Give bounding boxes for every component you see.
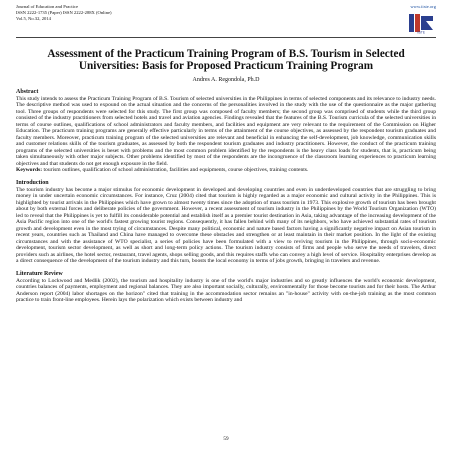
abstract-text: This study intends to assess the Practicum Training Program of B.S. Tourism of selected universities in the Philippines in terms of selected components and its relevance to industry needs. The descriptive method was used to expound on the actual situation and the concerns of the personalities involved in the study with the use of the questionnaire as the major gathering tool. Three groups of respondents were selected for this study. The first group was composed of faculty members; the second group was comprised of students while the third group consisted of the industry practitioners from selected hotels and travel and aviation agencies. Findings revealed that the features of the B.S. Tourism curricula of the selected universities in terms of course outlines, qualifications of school administrators and faculty members, and facilities and equipment are very relevant to the requirement of the Commission on Higher Education. The practicum training programs are generally effective particularly in terms of the attainment of the course objectives, as assessed by the respondent tourism graduates and faculty members. Moreover, practicum training program of the selected universities are relevant and beneficial in enhancing the self-development, job knowledge, communication skills and customer relations skills of the tourism graduates, as assessed by both the respondent tourism graduates and industry practitioners. However, the conduct of the practicum training programs of the selected universities is beset with problems and the most common problem identified by the respondents is the heavy class loads for students, that is, practicum being taken simultaneously with other major subjects. Other problems identified by most of the respondents are the incongruence of the classroom learning experiences to practicum learning objectives and that students do not get enough exposure in the field. (16, 95, 436, 167)
introduction-heading: Introduction (16, 179, 49, 186)
paper-title: Assessment of the Practicum Training Program of B.S. Tourism in Selected Universities: Basis for Proposed Practicum Training Program (47, 48, 405, 73)
header-rule (16, 37, 436, 38)
abstract-heading: Abstract (16, 88, 39, 95)
paper-author: Andres A. Regondola, Ph.D (192, 76, 260, 83)
keywords-text: tourism outlines, qualification of school administration, facilities and equipments, course objectives, training contents. (42, 167, 309, 174)
journal-name: Journal of Education and Practice (16, 4, 78, 9)
introduction-text: The tourism industry has become a major stimulus for economic development in developed and developing countries and even in underdeveloped countries that are struggling to bring money in under uncertain economic circumstances. For instance, Cruz (2004) cited that tourism is highly regarded as a major economic and cultural activity in the Philippines. This is highlighted by tourist arrivals in the Philippines which have grown to almost twenty times since the adoption of mass tourism in 1973. This explosive growth of tourism has been brought about by both external forces and deliberate policies of the government. However, a recent assessment of tourism industry in the Philippines by the World Tourism Organization (WTO) led to reveal that the Philippines is yet to fulfill its considerable potential and establish itself as a premier tourist destination in Asia, taking advantage of the increasing development of the Asia Pacific region into one of the world's fastest growing tourist regions. Consequently, it has fallen behind with many of its neighbors, who have achieved substantial rates of tourism growth and development even in the most trying of circumstances. Despite many political, economic and nature based factors having a significantly negative impact on Asian tourism in recent years, countries such as Thailand and China have managed to overcome these obstacles and strengthen or at least maintain in their market position. In the light of the existing circumstances and with the assistance of WTO specialist, a series of policies have been formulated with a view to reviving tourism in the Philippines, through socio-economic development, tourism sector development, as well as short and long-term policy actions. The tourism industry consists of firms and people who serve the needs of travelers, direct providers such as airlines, the hotel sector, restaurant, travel agents, shops selling goods, and this requires staffs who can convey a high level of service. Hospitality enterprises develop as a direct consequence of the development of the tourism industry and this turn, boosts the local economy in terms of jobs growth, bringing in travelers and revenue. (16, 186, 436, 265)
keywords-label: Keywords: (16, 167, 43, 174)
page-number: 59 (223, 436, 229, 442)
journal-issn: ISSN 2222-1735 (Paper) ISSN 2222-288X (Online) (16, 10, 112, 15)
journal-volume: Vol.5, No.32, 2014 (16, 16, 51, 21)
literature-review-heading: Literature Review (16, 270, 63, 277)
journal-header (16, 4, 436, 44)
journal-url[interactable]: www.iiste.org (410, 4, 436, 9)
keywords-line (16, 167, 436, 174)
journal-info (16, 4, 112, 22)
svg-text:IISTE: IISTE (417, 30, 425, 34)
literature-review-text: According to Lockwood and Medlik (2002), the tourism and hospitality industry is one of the world's major industries and so greatly influences the world's economic development, countries balances of payments, employment and regional balances. They are also important socially, culturally, environmentally for those become tourists and for their hosts. The Arthur Anderson report (2004) labor shortages on the horizon" cited that training in the accommodation sector remains an "in-house" activity with on-the-job training as the most common practice to train front-line employees. Herein lays the polarization which exists between industry and (16, 277, 436, 304)
iiste-logo-icon (408, 12, 434, 34)
